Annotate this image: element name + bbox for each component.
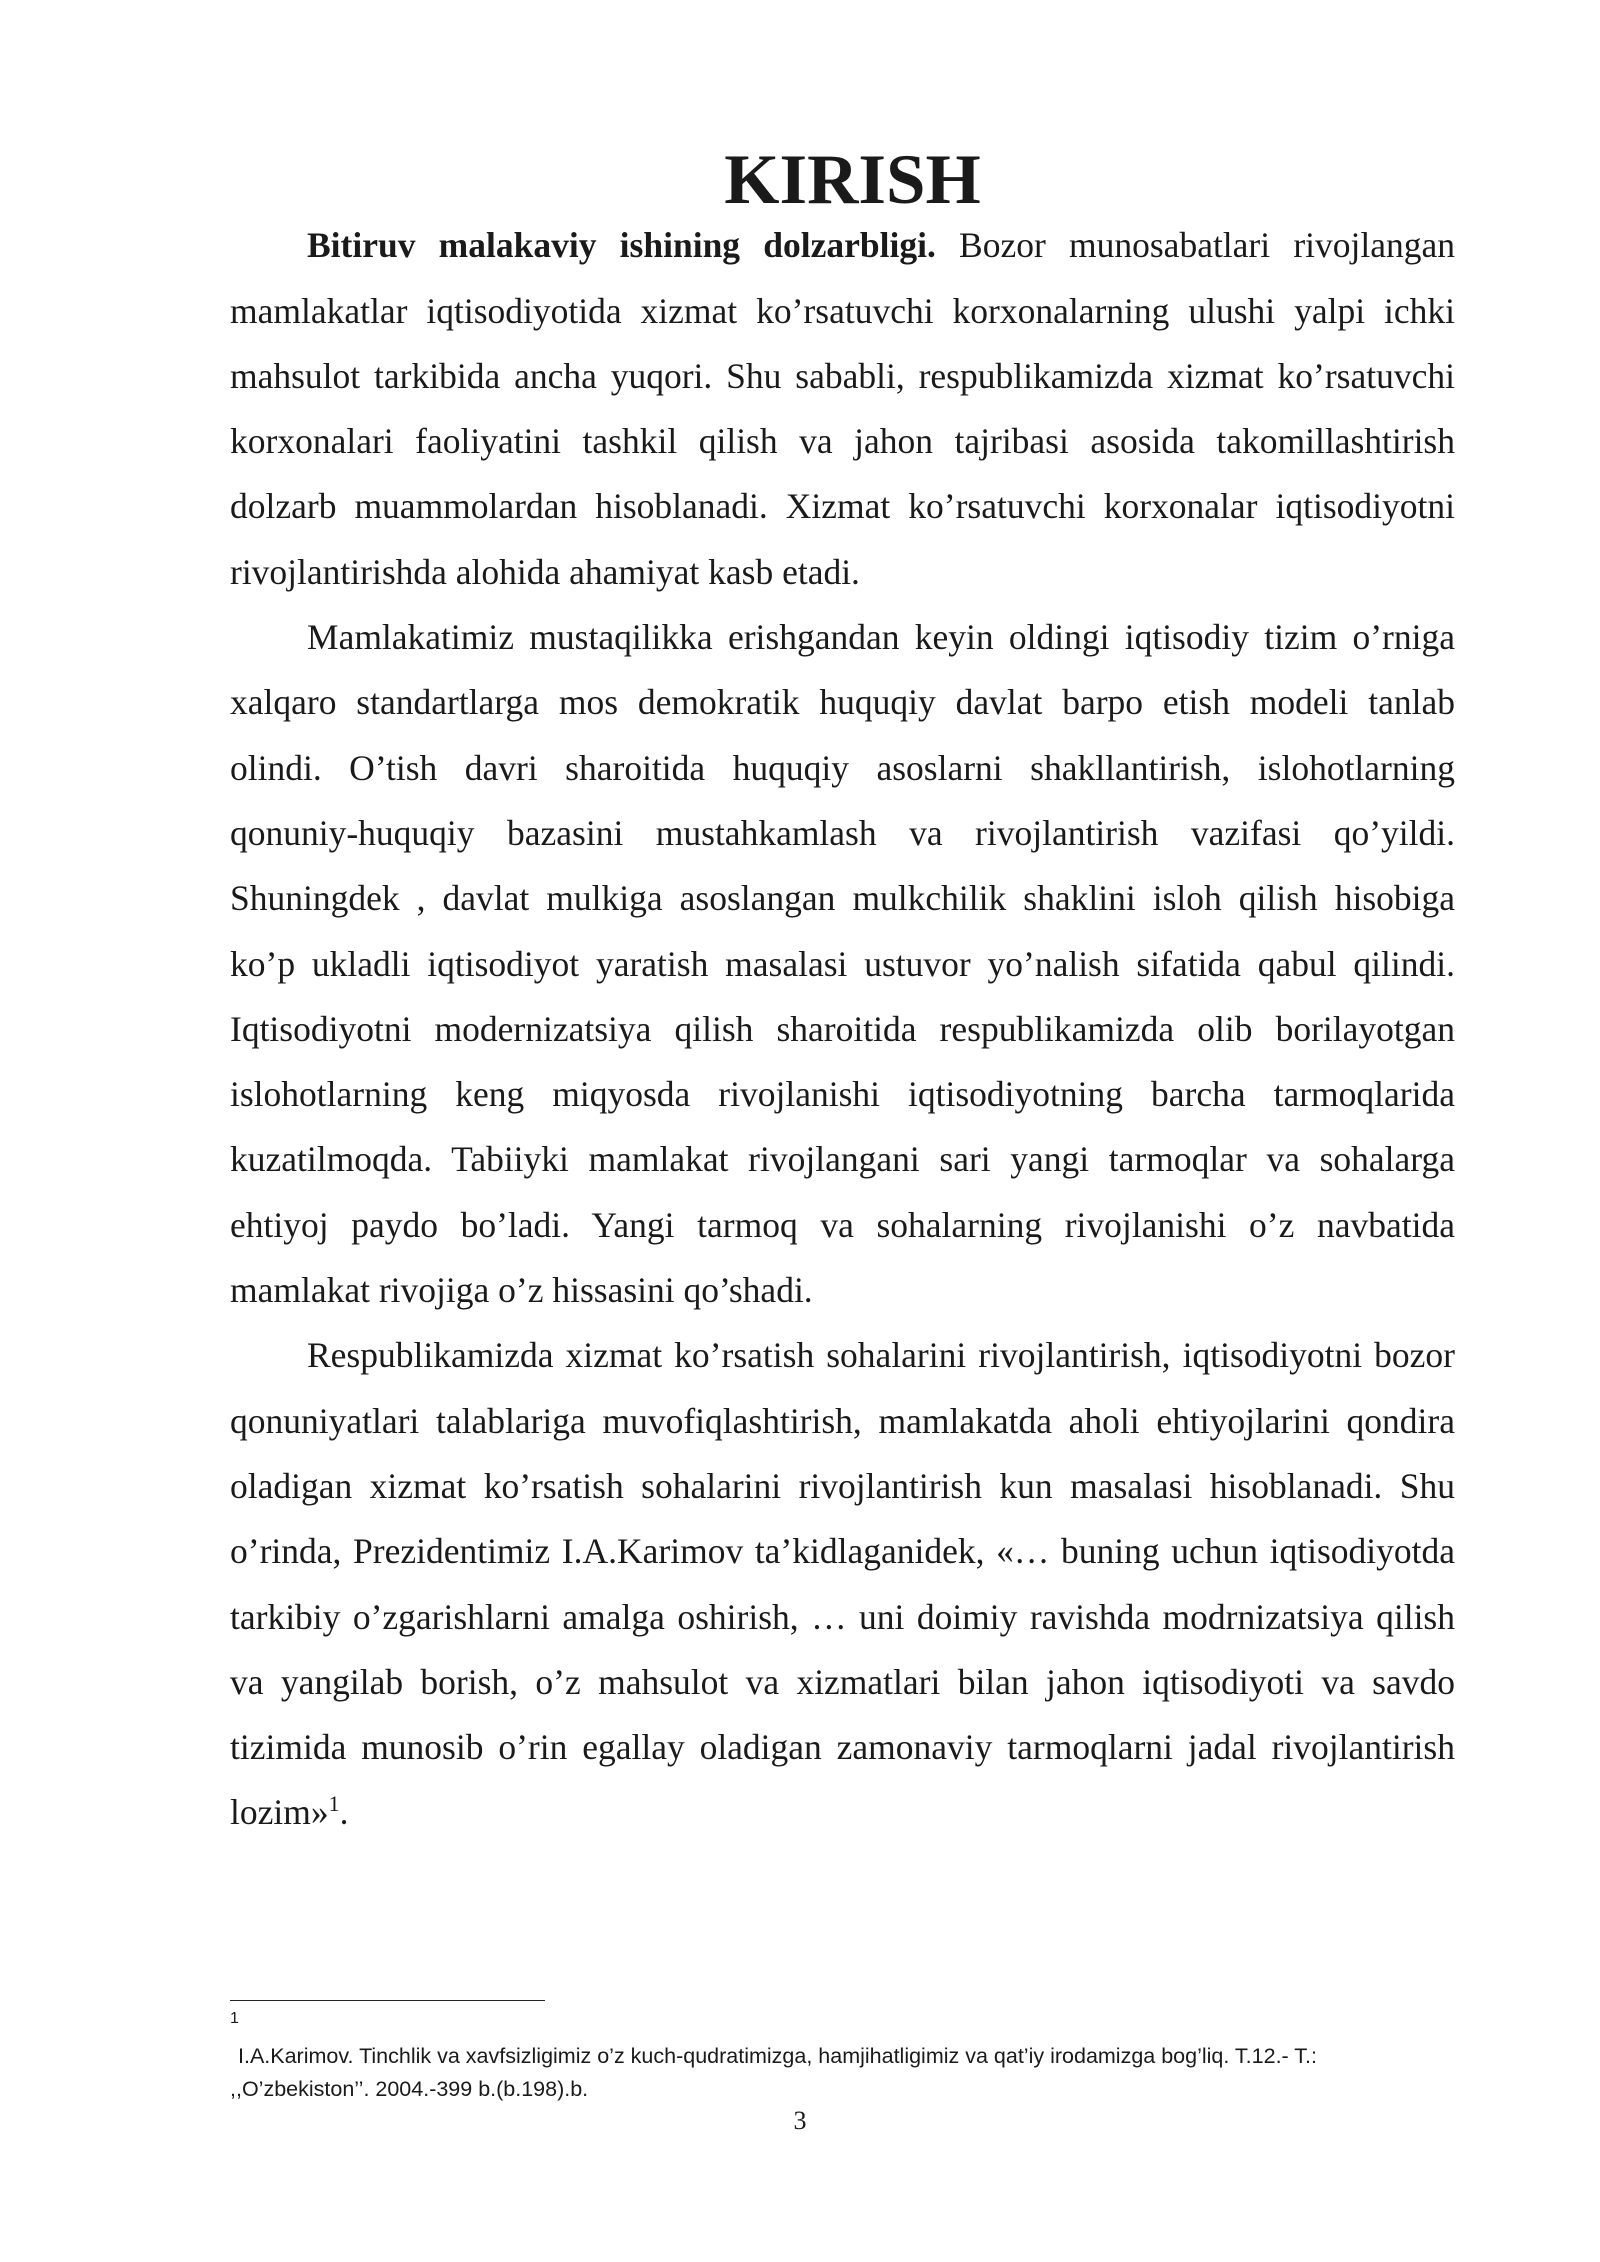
paragraph-text: Bozor munosabatlari rivojlangan mamlakatlar iqtisodiyotida xizmat ko’rsatuvchi korxonalarning ulushi yalpi ichki mahsulot tarkibida ancha yuqori. Shu sababli, respublikamizda xizmat ko’rsatuvchi korxonalari faoliyatini tashkil qilish va jahon tajribasi asosida takomillashtirish dolzarb muammolardan hisoblanadi. Xizmat ko’rsatuvchi korxonalar iqtisodiyotni rivojlantirishda alohida ahamiyat kasb etadi. — [230, 225, 1455, 592]
footnote-mark: 1 — [230, 2010, 239, 2027]
paragraph-text: Mamlakatimiz mustaqilikka erishgandan keyin oldingi iqtisodiy tizim o’rniga xalqaro standartlarga mos demokratik huquqiy davlat barpo etish modeli tanlab olindi. O’tish davri sharoitida huquqiy asoslarni shakllantirish, islohotlarning qonuniy-huquqiy bazasini mustahkamlash va rivojlantirish vazifasi qo’yildi. Shuningdek , davlat mulkiga asoslangan mulkchilik shaklini isloh qilish hisobiga ko’p ukladli iqtisodiyot yaratish masalasi ustuvor yo’nalish sifatida qabul qilindi. Iqtisodiyotni modernizatsiya qilish sharoitida respublikamizda olib borilayotgan islohotlarning keng miqyosda rivojlanishi iqtisodiyotning barcha tarmoqlarida kuzatilmoqda. Tabiiyki mamlakat rivojlangani sari yangi tarmoqlar va sohalarga ehtiyoj paydo bo’ladi. Yangi tarmoq va sohalarning rivojlanishi o’z navbatida mamlakat rivojiga o’z hissasini qo’shadi. — [230, 617, 1455, 1311]
footnote-text: I.A.Karimov. Tinchlik va xavfsizligimiz o’z kuch-qudratimizga, hamjihatligimiz va qat’iy irodamizga bog’liq. T.12.- T.: ,,O’zbekiston’’. 2004.-399 b.(b.198).b. — [230, 2044, 1317, 2101]
paragraph-relevance — [230, 213, 1455, 605]
paragraph-tail: . — [339, 1792, 349, 1833]
paragraph-text: Respublikamizda xizmat ko’rsatish sohalarini rivojlantirish, iqtisodiyotni bozor qonuniyatlari talablariga muvofiqlashtirish, mamlakatda aholi ehtiyojlarini qondira oladigan xizmat ko’rsatish sohalarini rivojlantirish kun masalasi hisoblanadi. Shu o’rinda, Prezidentimiz I.A.Karimov ta’kidlaganidek, «… buning uchun iqtisodiyotda tarkibiy o’zgarishlarni amalga oshirish, … uni doimiy ravishda modrnizatsiya qilish va yangilab borish, o’z mahsulot va xizmatlari bilan jahon iqtisodiyoti va savdo tizimida munosib o’rin egallay oladigan zamonaviy tarmoqlarni jadal rivojlantirish lozim» — [230, 1335, 1455, 1833]
main-text — [230, 141, 1455, 1846]
section-title: KIRISH — [724, 141, 981, 219]
page-number: 3 — [793, 2106, 807, 2135]
paragraph-independence — [230, 605, 1455, 1323]
footnote-separator — [230, 2000, 545, 2001]
paragraph-services — [230, 1323, 1455, 1845]
relevance-heading: Bitiruv malakaviy ishining dolzarbligi. — [307, 225, 936, 266]
footnote-reference[interactable]: 1 — [328, 1791, 340, 1817]
